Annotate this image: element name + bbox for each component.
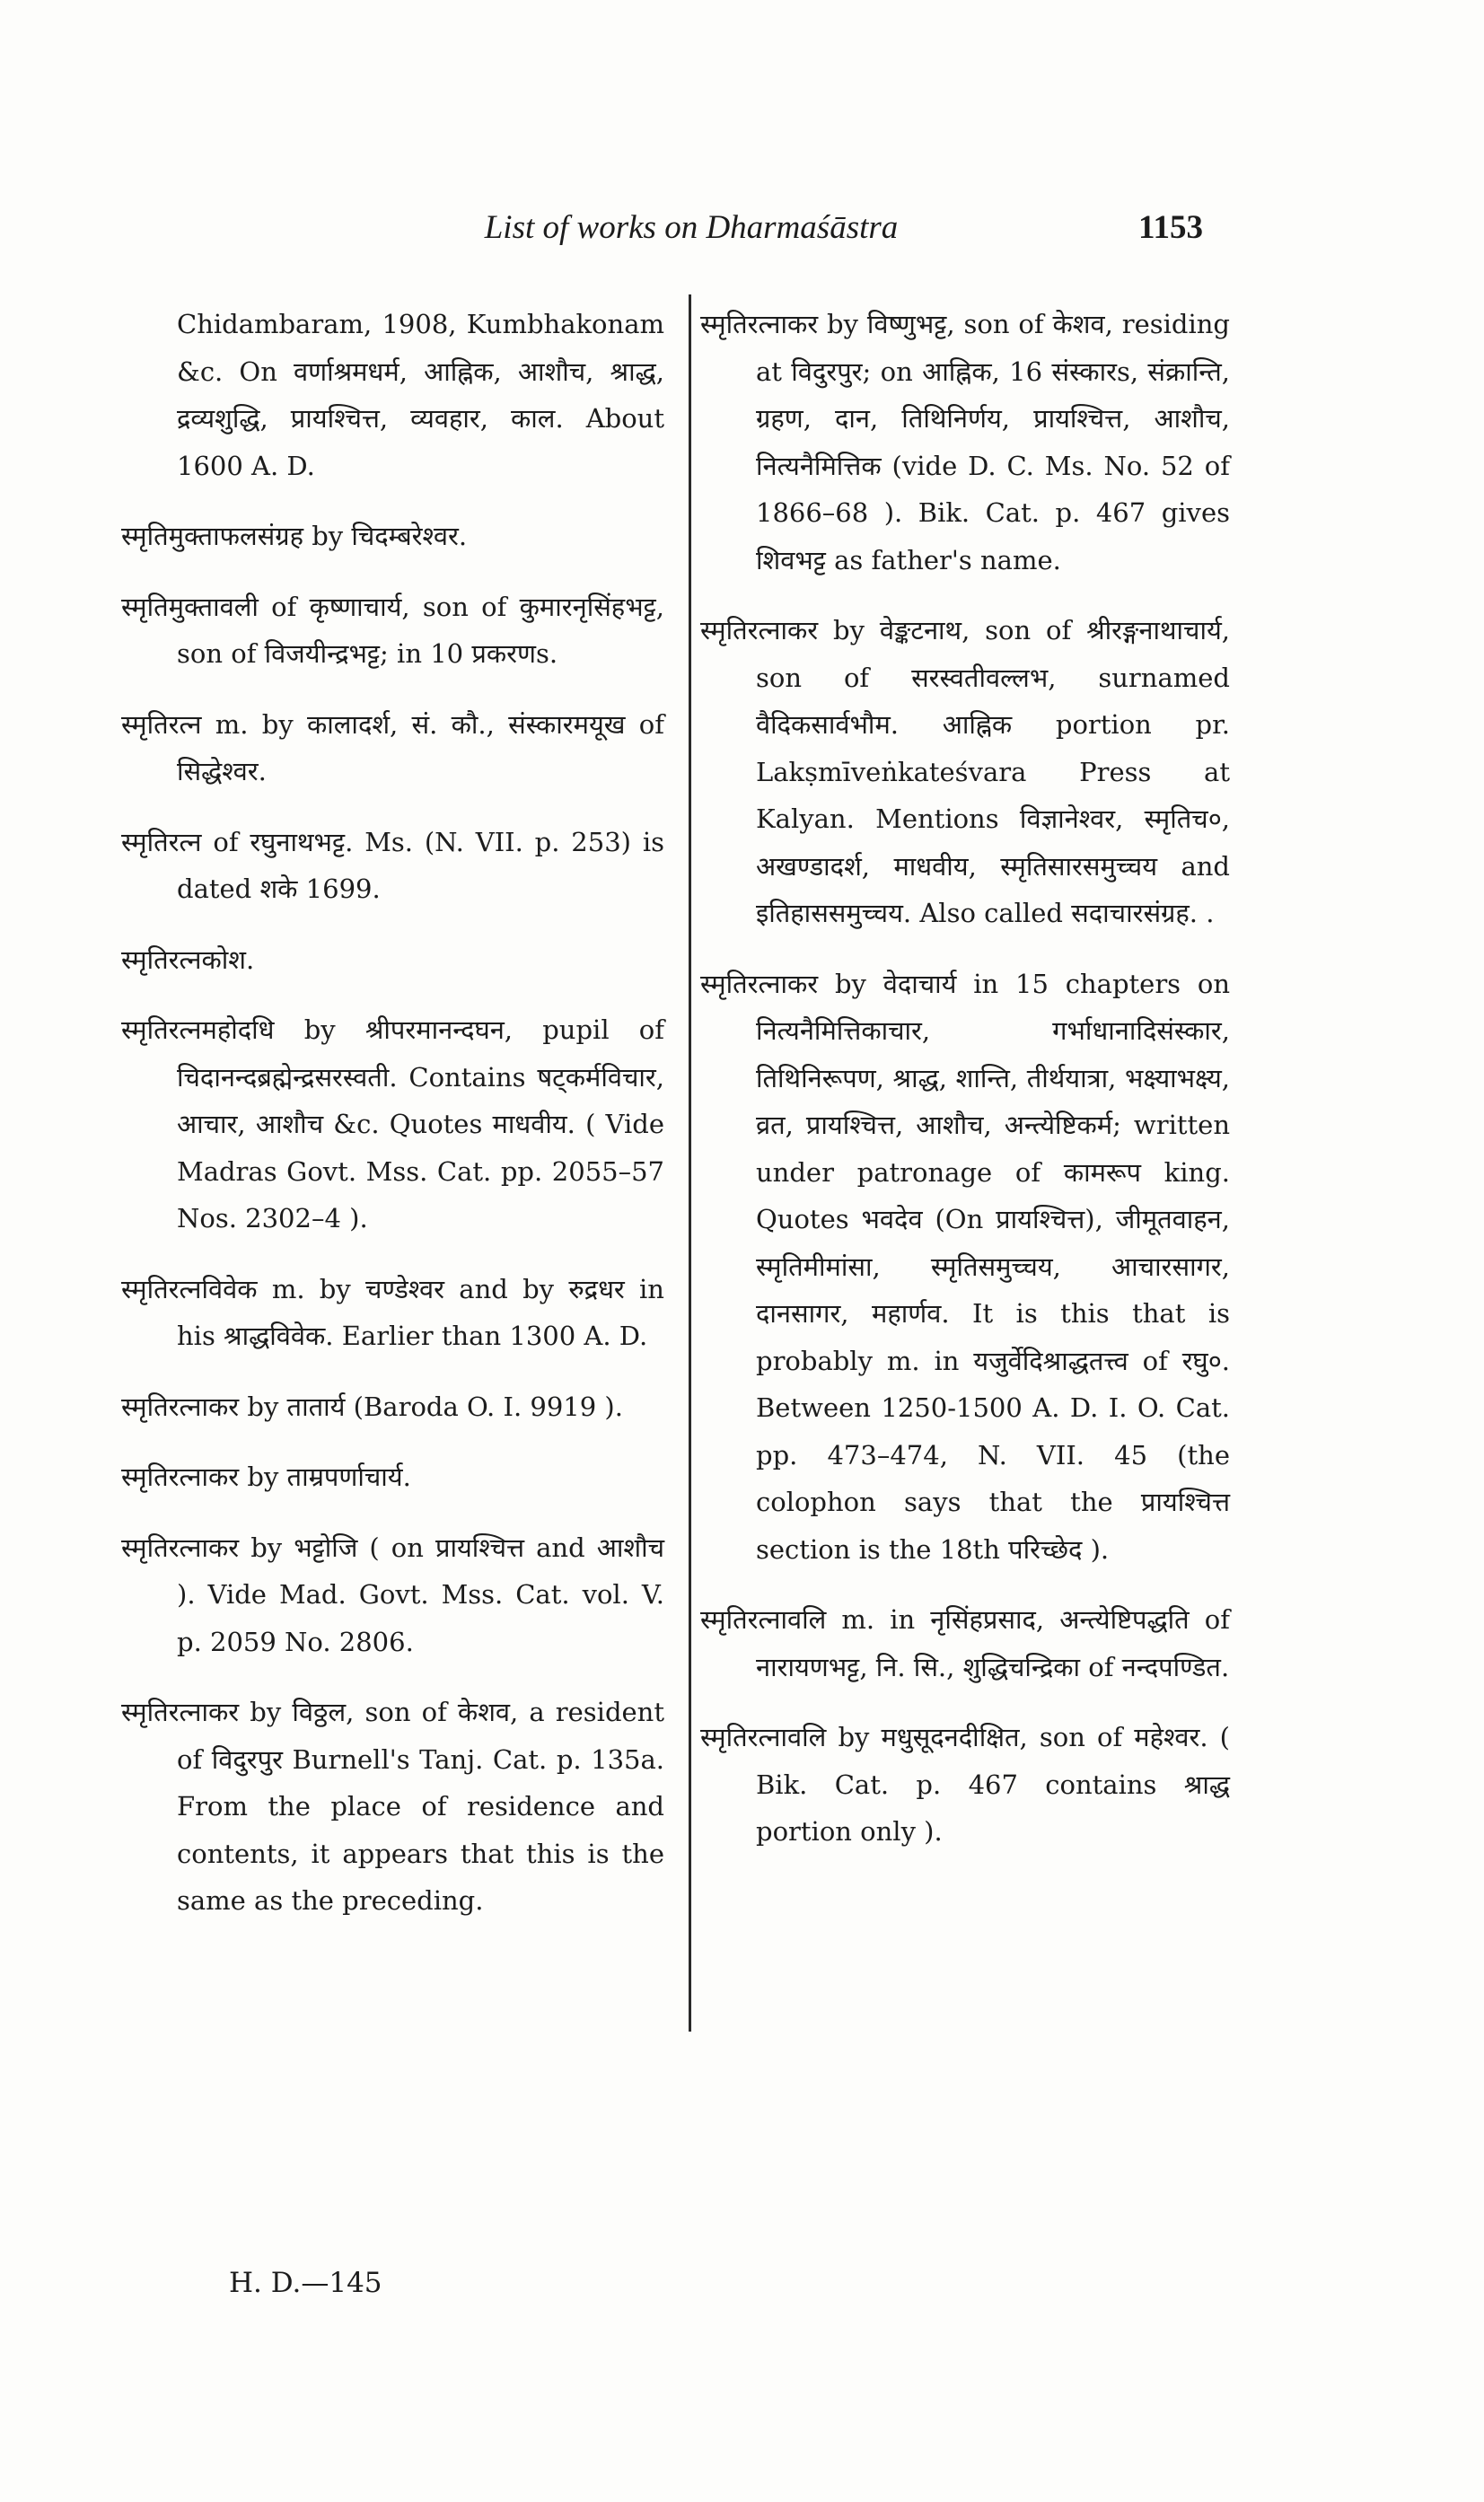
column-divider bbox=[689, 294, 691, 2032]
entry: स्मृतिरत्नावलि m. in नृसिंहप्रसाद, अन्त्येष्टिपद्धति of नारायणभट्ट, नि. सि., शुद्धिचन्द्रिका of नन्दपण्डित. bbox=[700, 1604, 1230, 1682]
running-header-title: List of works on Dharmaśāstra bbox=[484, 209, 899, 246]
signature-mark: H. D.—145 bbox=[229, 2267, 382, 2299]
entry: स्मृतिरत्नाकर by विठ्ठल, son of केशव, a resident of विदुरपुर Burnell's Tanj. Cat. p. 135a. From the place of residence and contents, it appears that this is the same as the preceding. bbox=[121, 1697, 664, 1916]
entry: स्मृतिरत्नाकर by ताम्रपर्णाचार्य. bbox=[121, 1462, 411, 1492]
left-column bbox=[121, 301, 664, 1948]
entry: स्मृतिरत्नाकर by तातार्य (Baroda O. I. 9919 ). bbox=[121, 1391, 623, 1422]
entry: स्मृतिरत्नकोश. bbox=[121, 944, 255, 975]
entry: स्मृतिमुक्तावली of कृष्णाचार्य, son of कुमारनृसिंहभट्ट, son of विजयीन्द्रभट्ट; in 10 प्रकरणs. bbox=[121, 591, 664, 669]
entry: स्मृतिरत्नविवेक m. by चण्डेश्वर and by रुद्रधर in his श्राद्धविवेक. Earlier than 1300 A. D. bbox=[121, 1273, 664, 1351]
page-number: 1153 bbox=[1138, 209, 1203, 246]
right-column bbox=[700, 301, 1230, 1879]
entry: स्मृतिरत्नाकर by भट्टोजि ( on प्रायश्चित्त and आशौच ). Vide Mad. Govt. Mss. Cat. vol. V. p. 2059 No. 2806. bbox=[121, 1532, 664, 1657]
entry: स्मृतिरत्नाकर by वेङ्कटनाथ, son of श्रीरङ्गनाथाचार्य, son of सरस्वतीवल्लभ, surnamed वैदिकसार्वभौम. आह्निक portion pr. Lakṣmīveṅkateśvara Press at Kalyan. Mentions विज्ञानेश्वर, स्मृतिच०, अखण्डादर्श, माधवीय, स्मृतिसारसमुच्चय and इतिहाससमुच्चय. Also called सदाचारसंग्रह. . bbox=[700, 615, 1230, 928]
entry: स्मृतिरत्नमहोदधि by श्रीपरमानन्दघन, pupil of चिदानन्दब्रह्मेन्द्रसरस्वती. Contains षट्कर्मविचार, आचार, आशौच &c. Quotes माधवीय. ( Vide Madras Govt. Mss. Cat. pp. 2055–57 Nos. 2302–4 ). bbox=[121, 1014, 664, 1233]
entry: स्मृतिरत्नाकर by वेदाचार्य in 15 chapters on नित्यनैमित्तिकाचार, गर्भाधानादिसंस्कार, तिथिनिरूपण, श्राद्ध, शान्ति, तीर्थयात्रा, भक्ष्याभक्ष्य, व्रत, प्रायश्चित्त, आशौच, अन्त्येष्टिकर्म; written under patronage of कामरूप king. Quotes भवदेव (On प्रायश्चित्त), जीमूतवाहन, स्मृतिमीमांसा, स्मृतिसमुच्चय, आचारसागर, दानसागर, महार्णव. It is this that is probably m. in यजुर्वेदिश्राद्धतत्त्व of रघु०. Between 1250-1500 A. D. I. O. Cat. pp. 473–474, N. VII. 45 (the colophon says that the प्रायश्चित्त section is the 18th परिच्छेद ). bbox=[700, 968, 1230, 1565]
entry-continuation: Chidambaram, 1908, Kumbhakonam &c. On वर्णाश्रमधर्म, आह्निक, आशौच, श्राद्ध, द्रव्यशुद्धि, प्रायश्चित्त, व्यवहार, काल. About 1600 A. D. bbox=[177, 309, 664, 481]
entry: स्मृतिरत्नावलि by मधुसूदनदीक्षित, son of महेश्वर. ( Bik. Cat. p. 467 contains श्राद्ध portion only ). bbox=[700, 1722, 1230, 1847]
entry: स्मृतिरत्न of रघुनाथभट्ट. Ms. (N. VII. p. 253) is dated शके 1699. bbox=[121, 826, 664, 904]
entry: स्मृतिमुक्ताफलसंग्रह by चिदम्बरेश्वर. bbox=[121, 521, 468, 551]
entry: स्मृतिरत्न m. by कालादर्श, सं. कौ., संस्कारमयूख of सिद्धेश्वर. bbox=[121, 708, 664, 786]
entry: स्मृतिरत्नाकर by विष्णुभट्ट, son of केशव, residing at विदुरपुर; on आह्निक, 16 संस्कारs, संक्रान्ति, ग्रहण, दान, तिथिनिर्णय, प्रायश्चित्त, आशौच, नित्यनैमित्तिक (vide D. C. Ms. No. 52 of 1866–68 ). Bik. Cat. p. 467 gives शिवभट्ट as father's name. bbox=[700, 309, 1230, 575]
